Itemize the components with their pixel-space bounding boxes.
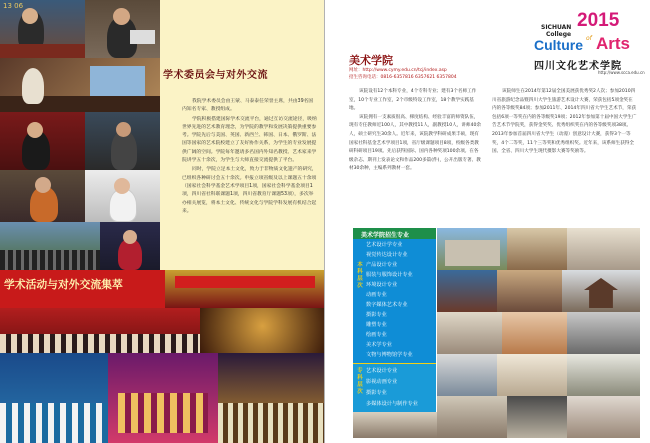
program-item: 艺术设计专业 [366, 368, 398, 374]
college-col-2 [492, 88, 637, 157]
program-item: 影视动画专业 [366, 379, 398, 385]
photo-blue-performance [0, 353, 108, 443]
photo-pagoda-model [562, 270, 640, 312]
photo-studio-works [567, 228, 640, 270]
photo-classroom-bottom [353, 412, 437, 438]
photo-student-exhibit [567, 396, 640, 438]
photo-signing-event [0, 308, 200, 353]
photo-dance-show [108, 353, 218, 443]
photo-drawing-class [497, 354, 567, 396]
website-link[interactable]: 网址：http://www.cymy.edu.cn/tcj/index.asp [349, 68, 447, 73]
program-item: 摄影专业 [366, 390, 387, 396]
photo-man-speaking [85, 0, 160, 58]
program-item: 产品设计专业 [366, 262, 398, 268]
program-item: 美术学专业 [366, 342, 392, 348]
photo-ceramics [502, 312, 567, 354]
photo-guest-talk [85, 112, 160, 170]
program-item: 摄影专业 [366, 312, 387, 318]
photo-design-lab [437, 312, 502, 354]
logo-sichuan: SICHUAN [541, 24, 572, 31]
program-item: 动画专业 [366, 292, 387, 298]
photo-lecture-hall [0, 58, 160, 112]
program-item: 艺术设计学专业 [366, 242, 403, 248]
program-item: 数字媒体艺术专业 [366, 302, 408, 308]
section-title: 学术委员会与对外交流 [163, 70, 268, 81]
photo-art-building [437, 228, 507, 270]
photo-painting-class [507, 228, 567, 270]
college-paragraph: 该院设有12个本科专业，4个专科专业；建有3个名师工作室，10个专业工作室，2个市级特设工作室，18个教学实践基地。 [349, 89, 477, 112]
photo-woman-lecturer [100, 222, 160, 270]
photo-gallery-room [567, 354, 640, 396]
photo-photo-studio [507, 396, 567, 438]
intro-paragraph: 我院学术委员会由王蒙、马泰泰任荣誉主席，共由39名国内知名专家、教授组成。 [182, 99, 314, 113]
college-calligraphy: 四川文化艺术学院 [534, 61, 622, 72]
logo-url: http://www.scca.edu.cn [598, 70, 645, 75]
logo-of: of [586, 35, 592, 42]
college-title: 美术学院 [349, 54, 393, 67]
intro-paragraph: 学院积极搭建国际学术交流平台，通过互访交流途径，吸纳世界先进的艺术教育理念，为学院的教学和发展决策提供重要参考。学院先后与美国、英国、新西兰、韩国、日本、俄罗斯、法国等国家的艺术院校建立了友好协作关系，为学生的专业发展提供广阔的空间。学院每年邀请多名国内外知名教授、艺术家来学院讲学五十余次，为学生与大师直接交流提供了平台。 [182, 116, 317, 164]
logo-culture: Culture [534, 37, 583, 53]
college-paragraph: 该院师生在2014年第12届全国美展获优秀奖2人次；参加2010四川省旅游纪念品暨四川大学生旅游艺术设计大赛，荣获包括5项金奖在内的各等级奖84项；参加2011年、2014年四川省大学生艺术节，荣获包括6项一等奖在内的各等级奖19项；2012年参加第十届中国大学生广告艺术节学院奖，获得金奖奖、优秀组织奖在内的各等级奖项38项。2013年参加首届四川省大学生（动漫）创意设计大赛，获得3个一等奖，4个二等奖，11个三等奖和优秀组织奖。近年来，该系师生获得全国、全省、四川大学生现代摄影大赛等奖励等。 [492, 89, 637, 155]
photo-stage-dancers [218, 353, 325, 443]
undergrad-label: 本科层次 [357, 262, 363, 289]
page-number: 13 06 [3, 2, 24, 10]
logo-year: 2015 [577, 10, 620, 31]
program-item: 视觉传达设计专业 [366, 252, 408, 258]
logo-arts: Arts [596, 34, 631, 53]
program-item: 环境设计专业 [366, 282, 398, 288]
photo-sculpture-class [497, 270, 562, 312]
photo-students-group [437, 270, 497, 312]
phone-numbers: 招生咨询电话：0816-6357816 6357621 6357804 [349, 75, 457, 80]
banner-title: 学术活动与对外交流集萃 [4, 278, 123, 291]
program-item: 雕塑专业 [366, 322, 387, 328]
photo-ceremony-stage [165, 270, 325, 308]
intro-paragraph: 同时，学院立足本土文化，致力于非物质文化遗产的研究，已组织各种研讨会五十余次。申报立项省级及以上课题五十余项（国家社会科学基金艺术学项目1项，国家社会科学基金项目1项，四川省社科联课题1项，四川省教育厅课题53项），多次举办相关展览，将本土文化、传统文化与学院学科发展有机结合起来。 [182, 167, 317, 214]
college-col-1 [349, 88, 483, 174]
college-contact [349, 67, 457, 81]
program-item: 服装与服饰设计专业 [366, 272, 413, 278]
photo-elder-scholar [0, 170, 85, 222]
vocational-label: 专科层次 [357, 368, 363, 395]
photo-speaker-podium [0, 112, 85, 170]
programs-header: 美术学院招生专业 [353, 228, 436, 239]
photo-workshop [437, 396, 507, 438]
program-item: 绘画专业 [366, 332, 387, 338]
photo-exhibition [567, 312, 640, 354]
program-item: 文物与博物馆学专业 [366, 352, 413, 358]
photo-foreign-professor [85, 170, 160, 222]
program-item: 多媒体设计与制作专业 [366, 401, 418, 407]
intro-text [182, 98, 317, 217]
photo-computer-lab [437, 354, 497, 396]
logo-college: College [546, 31, 572, 38]
college-paragraph: 该院拥有一支素质很高、梯度结构、经验丰富的师资队伍，现有专任教师近100人，其中教授11人，副教授10人，讲师40余人，硕士研究生30余人。近年来，该院教学科研成果丰硕，现有国家社科基金艺术学项目1项，省厅级课题项目8项，校级各类教研科研项目19项。先后获得国际、国内各种奖项100余项。在各级杂志、期刊上发表论文和作品200多篇(件)，公开出版专著、教材30余种，主编系列教材一套。 [349, 114, 481, 172]
photo-concert-hall [200, 308, 325, 353]
photo-group-outdoor [0, 222, 100, 270]
